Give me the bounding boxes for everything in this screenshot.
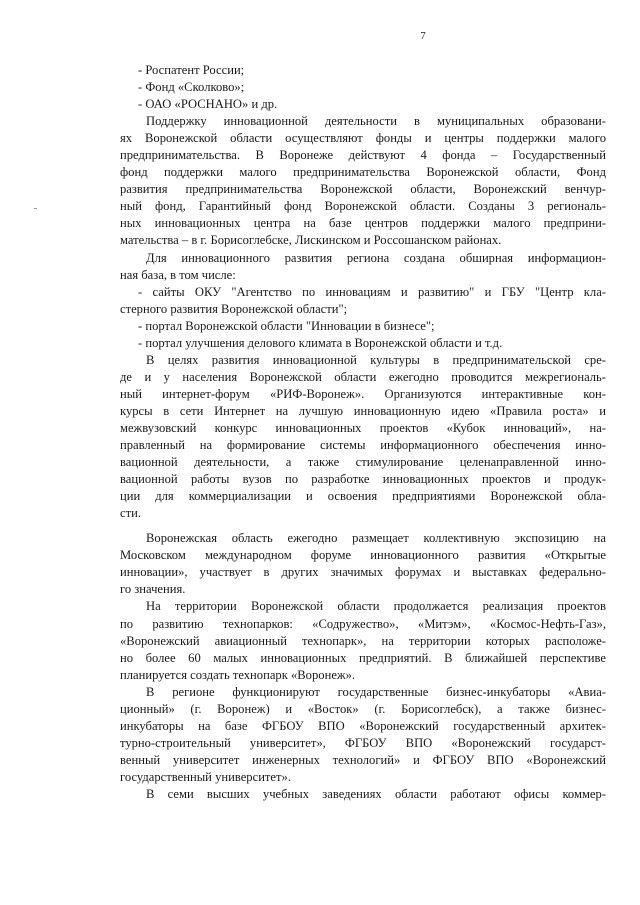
text-line: турно-строительный университет», ФГБОУ ВПО «Воронежский государст-	[120, 735, 606, 750]
text-line: В семи высших учебных заведениях области работают офисы коммер-	[146, 786, 606, 801]
text-line: го значения.	[120, 582, 186, 597]
text-line: В регионе функционируют государственные бизнес-инкубаторы «Авиа-	[146, 684, 606, 699]
text-line: ный фонд, Гарантийный фонд Воронежской области. Созданы 3 региональ-	[120, 199, 606, 214]
document-body	[120, 62, 606, 803]
text-line: инкубаторы на базе ФГБОУ ВПО «Воронежский государственный архитек-	[120, 718, 606, 733]
text-line: развития предпринимательства Воронежской области, Воронежский венчур-	[120, 182, 606, 197]
text-line: мательства – в г. Борисоглебске, Лискинском и Россошанском районах.	[120, 233, 502, 248]
text-line: де и у населения Воронежской области ежегодно проводится межрегиональ-	[120, 369, 606, 384]
text-line: ционный» (г. Воронеж) и «Восток» (г. Борисоглебск), а также бизнес-	[120, 701, 606, 716]
text-line: курсы в сети Интернет на лучшую инновационную идею «Правила роста» и	[120, 403, 606, 418]
text-line: Московском международном форуме инновационного развития «Открытые	[120, 548, 606, 563]
text-line: Воронежская область ежегодно размещает коллективную экспозицию на	[146, 531, 606, 546]
text-line: На территории Воронежской области продолжается реализация проектов	[146, 599, 606, 614]
text-line: - сайты ОКУ "Агентство по инновациям и развитию" и ГБУ "Центр кла-	[138, 284, 606, 299]
text-line: ных инновационных центра на базе центров поддержки малого предприни-	[120, 216, 606, 231]
text-line: ный интернет-форум «РИФ-Воронеж». Организуются интерактивные кон-	[120, 386, 606, 401]
text-line: ях Воронежской области осуществляют фонды и центры поддержки малого	[120, 131, 606, 146]
text-line: - портал улучшения делового климата в Воронежской области и т.д.	[138, 335, 503, 350]
text-line: государственный университет».	[120, 769, 291, 784]
text-line: стерного развития Воронежской области";	[120, 301, 348, 316]
text-line: ции для коммерциализации и освоения предприятиями Воронежской обла-	[120, 489, 606, 504]
text-line: Поддержку инновационной деятельности в муниципальных образовани-	[146, 114, 606, 129]
text-line: ная база, в том числе:	[120, 267, 236, 282]
text-line: Для инновационного развития региона создана обширная информацион-	[146, 250, 606, 265]
text-line: фонд поддержки малого предпринимательства Воронежской области, Фонд	[120, 165, 606, 180]
paragraph-gap	[120, 522, 606, 530]
text-line: «Воронежский авиационный технопарк», на территории которых расположе-	[120, 633, 606, 648]
text-line: венный университет инженерных технологий» и ФГБОУ ВПО «Воронежский	[120, 752, 606, 767]
text-line: предпринимательства. В Воронеже действуют 4 фонда – Государственный	[120, 148, 606, 163]
text-line: но более 60 малых инновационных предприятий. В ближайшей перспективе	[120, 650, 606, 665]
text-line: сти.	[120, 506, 141, 521]
margin-mark	[34, 208, 37, 209]
text-line: правленный на формирование системы информационного обеспечения инно-	[120, 438, 606, 453]
page-number: 7	[420, 30, 426, 42]
text-line: инновации», участвует в других значимых форумах и выставках федерально-	[120, 565, 606, 580]
text-line: вационной работы вузов по разработке инновационных проектов и продук-	[120, 472, 606, 487]
text-line: вационной деятельности, а также стимулирование целенаправленной инно-	[120, 455, 606, 470]
text-line: по развитию технопарков: «Содружество», «Митэм», «Космос-Нефть-Газ»,	[120, 616, 606, 631]
text-line: планируется создать технопарк «Воронеж».	[120, 667, 356, 682]
text-line: - портал Воронежской области "Инновации в бизнесе";	[138, 318, 435, 333]
text-line: межвузовский конкурс инновационных проектов «Кубок инноваций», на-	[120, 420, 606, 435]
text-line: В целях развития инновационной культуры в предпринимательской сре-	[146, 352, 606, 367]
text-line: - Роспатент России;	[138, 63, 245, 77]
text-line: - Фонд «Сколково»;	[138, 80, 245, 95]
text-line: - ОАО «РОСНАНО» и др.	[138, 97, 278, 112]
